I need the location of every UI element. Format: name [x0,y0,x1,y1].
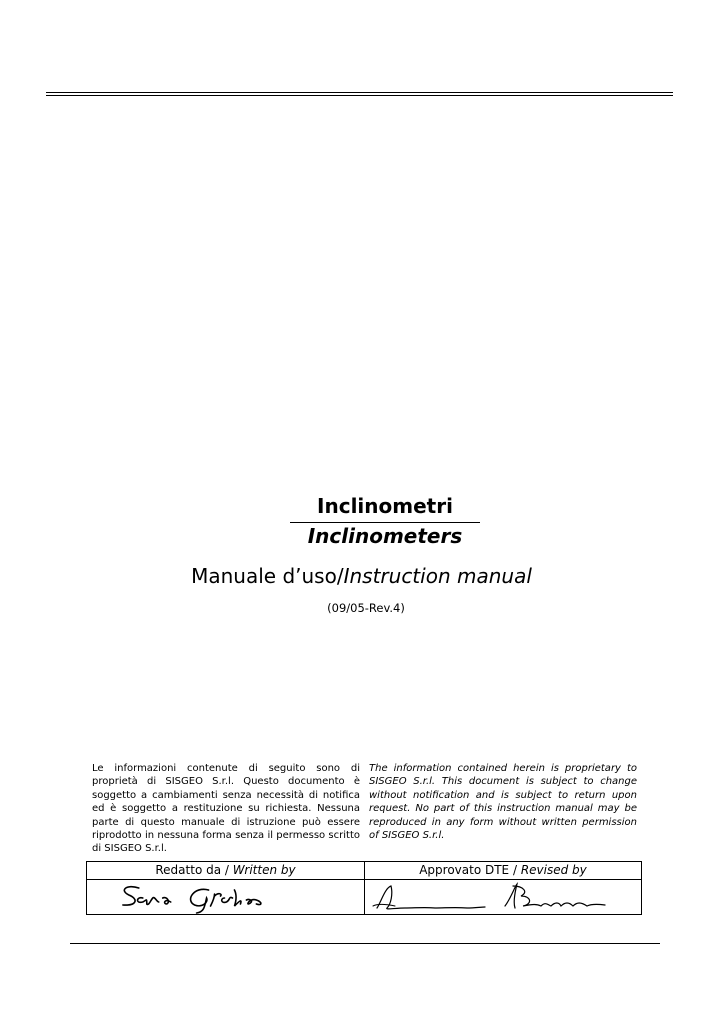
subtitle-english: Instruction manual [343,564,532,588]
subtitle-italian: Manuale d’uso/ [191,564,344,588]
written-by-cell [87,862,365,914]
written-by-label-en: Written by [232,863,296,877]
notice-italian: Le informazioni contenute di seguito sono di proprietà di SISGEO S.r.l. Questo documento è soggetto a cambiamenti senza necessità di notifica ed è soggetto a restituzione su richiesta. Nessuna parte di questo manuale di istruzione può essere riprodotto in nessuna forma senza il permesso scritto di SISGEO S.r.l. [92,763,360,855]
revised-by-header [365,862,641,880]
written-by-header [87,862,364,880]
written-by-label-it: Redatto da / [155,863,233,877]
revision-label: (09/05-Rev.4) [327,601,405,615]
notice-english: The information contained herein is proprietary to SISGEO S.r.l. This document is subject to change without notification and is subject to return upon request. No part of this instruction manual may be reproduced in any form without written permission of SISGEO S.r.l. [369,763,637,842]
revised-by-signature [365,880,641,914]
revised-by-cell [365,862,641,914]
revised-by-label-en: Revised by [520,863,587,877]
revised-by-label-it: Approvato DTE / [419,863,521,877]
document-subtitle [0,564,723,588]
header-double-rule [46,92,673,96]
title-italian: Inclinometri [290,494,480,523]
signature-table [86,861,642,915]
written-by-signature [87,880,364,914]
footer-rule [70,943,660,944]
title-english: Inclinometers [307,524,463,548]
